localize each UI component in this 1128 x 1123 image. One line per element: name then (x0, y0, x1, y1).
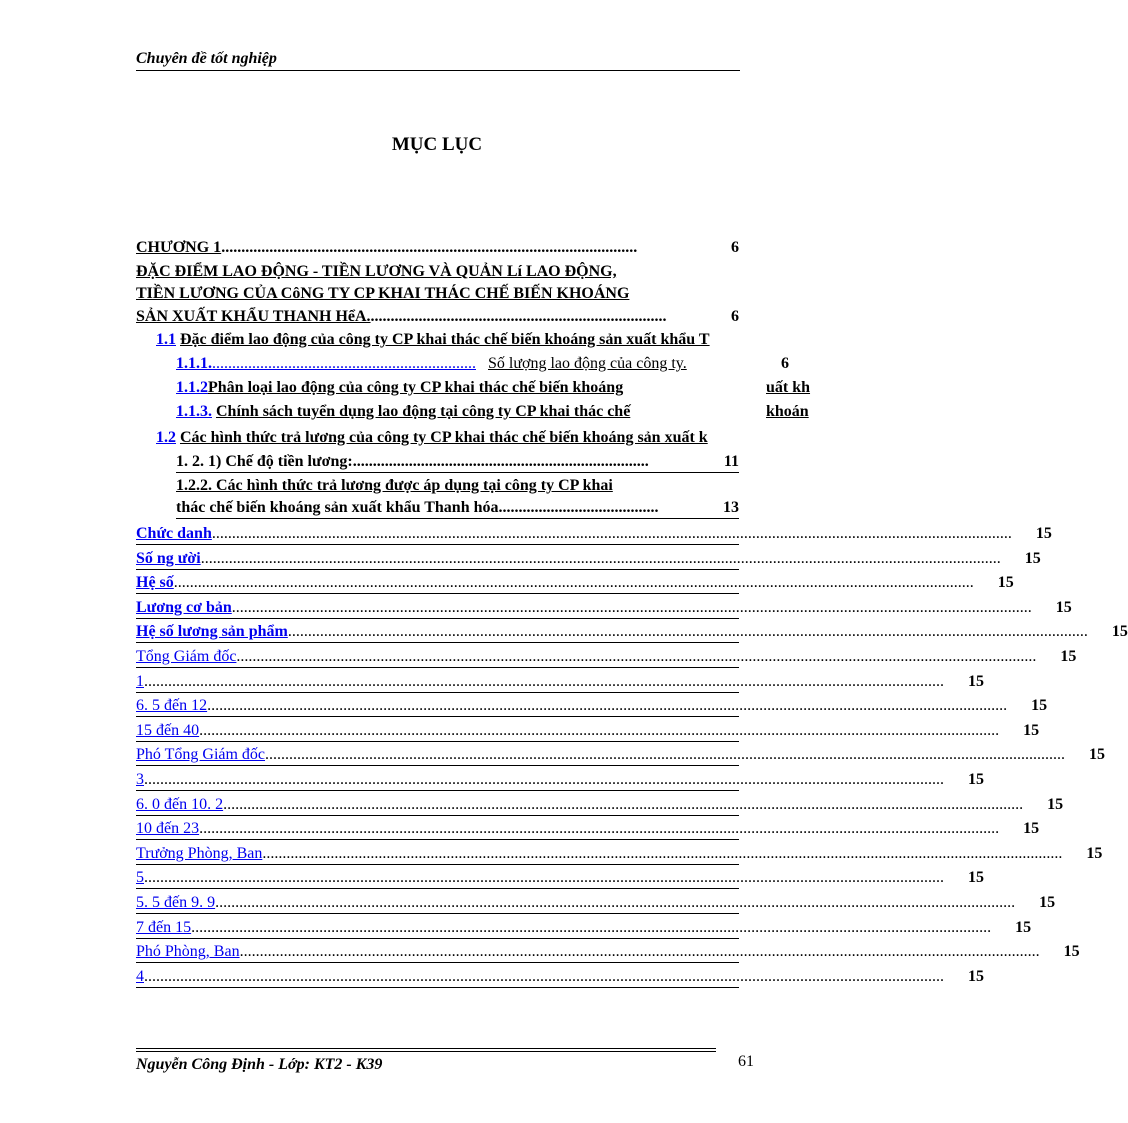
leader-dots: ........................................................................................................................................................................................................ (144, 967, 944, 985)
toc-entry-1-2-1[interactable]: 1. 2. 1) Chế độ tiền lương:.......................................................................... 11 (176, 452, 739, 473)
toc-entry-chapter1-title-line1[interactable]: ĐẶC ĐIỂM LAO ĐỘNG - TIỀN LƯƠNG VÀ QUẢN Lí LAO ĐỘNG, (136, 263, 617, 280)
row-page: 15 (1089, 746, 1106, 764)
row-label: Lương cơ bản (136, 598, 232, 616)
leader-dots: ........................................................................................................................................................................................................ (144, 672, 944, 690)
footer-rule (136, 1048, 716, 1049)
row-page: 15 (968, 869, 984, 887)
leader-dots: ........................................................................................................................................................................................................ (144, 771, 944, 788)
toc-entry-1-1-2[interactable] (176, 378, 623, 398)
row-page: 15 (1060, 648, 1077, 665)
row-page: 15 (997, 574, 1014, 592)
entry-text: Số lượng lao động của công ty. (488, 355, 687, 372)
row-page: 15 (1063, 943, 1080, 961)
row-label: 10 đến 23 (136, 820, 200, 838)
toc-row[interactable] (136, 620, 1128, 643)
toc-entry-1-1-3-tail: khoán (766, 403, 809, 420)
leader-dots: ........................................................................................................................................................................................................ (211, 525, 1012, 542)
row-label: 5 (136, 869, 144, 887)
row-label: 6. 5 đến 12 (136, 697, 208, 715)
leader-dots: ........................................................................................................................................................................................................ (191, 918, 992, 936)
row-page: 15 (1015, 918, 1032, 936)
row-page: 15 (1111, 623, 1128, 641)
entry-page: 6 (731, 239, 739, 256)
row-page: 15 (1023, 820, 1040, 838)
entry-text: Các hình thức trả lương của công ty CP khai thác chế biến khoáng sản xuất k (180, 429, 708, 446)
leader-dots: ........................................................................................................................................................................................................ (199, 721, 1000, 739)
row-page: 15 (1055, 598, 1072, 616)
row-label: Tổng Giám đốc (136, 648, 237, 665)
entry-number: 1.1.3. (176, 403, 212, 420)
leader-dots: ........................................................................................................................................................................................................ (215, 894, 1016, 911)
toc-row[interactable] (136, 743, 1106, 766)
row-page: 15 (1086, 844, 1103, 862)
entry-number: 1.2 (156, 429, 176, 446)
page-number: 61 (738, 1053, 754, 1070)
toc-row[interactable] (136, 891, 1056, 914)
toc-entry-1-1-3[interactable] (176, 402, 630, 422)
row-label: 7 đến 15 (136, 918, 192, 936)
toc-row[interactable] (136, 645, 1077, 668)
row-label: Trưởng Phòng, Ban (136, 844, 263, 862)
toc-entry-1-2-2-line1[interactable]: 1.2.2. Các hình thức trả lương được áp dụng tại công ty CP khai (176, 477, 613, 494)
leader-dots: ........................................................................................................................................................................................................ (173, 574, 974, 592)
entry-page: 13 (723, 499, 739, 516)
row-label: Hệ số lương sản phẩm (136, 623, 288, 641)
entry-page: 11 (723, 453, 739, 470)
entry-text: Chính sách tuyển dụng lao động tại công ty CP khai thác chế (216, 403, 631, 420)
toc-entry-1-2-2-line2[interactable]: thác chế biến khoáng sản xuất khẩu Thanh hóa........................................ 13 (176, 498, 739, 519)
toc-row[interactable] (136, 793, 1064, 816)
toc-row[interactable] (136, 842, 1103, 865)
toc-row[interactable] (136, 940, 1080, 963)
entry-page: 6 (731, 308, 739, 325)
row-page: 15 (968, 672, 984, 690)
row-label: Phó Phòng, Ban (136, 943, 240, 961)
entry-text: thác chế biến khoáng sản xuất khẩu Thanh hóa. (176, 499, 503, 516)
toc-entry-chapter1-title-line2[interactable]: TIỀN LƯƠNG CỦA CôNG TY CP KHAI THÁC CHẾ BIẾN KHOÁNG (136, 285, 630, 302)
toc-row[interactable] (136, 547, 1041, 570)
row-page: 15 (1031, 697, 1048, 715)
toc-row[interactable] (136, 965, 984, 988)
toc-row[interactable] (136, 670, 984, 693)
row-label: Phó Tổng Giám đốc (136, 746, 266, 764)
toc-entry-1-1-2-tail: uất kh (766, 379, 811, 396)
row-label: Chức danh (136, 525, 212, 542)
row-page: 15 (1039, 894, 1056, 911)
entry-text: 1. 2. 1) Chế độ tiền lương: (176, 453, 353, 470)
entry-number: 1.1 (156, 331, 176, 348)
row-label: 6. 0 đến 10. 2 (136, 795, 224, 813)
row-page: 15 (1024, 549, 1041, 567)
row-label: 15 đến 40 (136, 721, 200, 739)
leader-dots: ........................................................................................................................................................................................................ (231, 598, 1032, 616)
leader-dots: ........................................................................................................................................................................................................ (200, 549, 1001, 567)
toc-entry-chapter1[interactable]: CHƯƠNG 1........................................................................................................ 6 (136, 239, 739, 256)
entry-text: Đặc điểm lao động của công ty CP khai thác chế biến khoáng sản xuất khẩu T (180, 331, 710, 348)
entry-text: SẢN XUẤT KHẨU THANH HểA. (136, 308, 371, 325)
toc-row[interactable] (136, 866, 984, 889)
row-label: 4 (136, 967, 144, 985)
row-label: Số ng ười (136, 549, 201, 567)
leader-dots: ........................................................................................................................................................................................................ (239, 943, 1040, 961)
row-label: Hệ số (136, 574, 174, 592)
entry-text: CHƯƠNG 1 (136, 239, 222, 256)
leader-dots: ........................................................................................................................................................................................................ (287, 623, 1088, 641)
row-label: 1 (136, 672, 144, 690)
leader-dots: ........................................................................................................................................................................................................ (207, 697, 1008, 715)
row-page: 15 (968, 771, 984, 788)
row-page: 15 (1023, 721, 1040, 739)
row-label: 5. 5 đến 9. 9 (136, 894, 216, 911)
toc-row[interactable] (136, 719, 1040, 742)
toc-row[interactable] (136, 768, 984, 791)
toc-row[interactable] (136, 571, 1014, 594)
row-label: 3 (136, 771, 144, 788)
toc-entry-1-1[interactable] (156, 330, 710, 350)
toc-entry-1-2[interactable] (156, 428, 708, 448)
footer-rule (136, 1051, 716, 1052)
leader-dots: ........................................................................................................................................................................................................ (265, 746, 1066, 764)
row-page: 15 (1035, 525, 1052, 542)
toc-row[interactable] (136, 817, 1040, 840)
toc-row[interactable] (136, 916, 1032, 939)
toc-row[interactable] (136, 522, 1052, 545)
leader-dots: ........................................................................................................................................................................................................ (199, 820, 1000, 838)
toc-row[interactable] (136, 694, 1048, 717)
toc-row[interactable] (136, 596, 1072, 619)
toc-title: MỤC LỤC (391, 134, 483, 155)
footer-author: Nguyễn Công Định - Lớp: KT2 - K39 (136, 1056, 383, 1073)
toc-entry-1-1-1[interactable]: 1.1.1................................................................... Số lượng lao động của công ty. 6 (176, 355, 789, 372)
row-page: 15 (968, 967, 984, 985)
leader-dots: ........................................................................................................................................................................................................ (262, 844, 1063, 862)
toc-entry-chapter1-title-line3[interactable]: SẢN XUẤT KHẨU THANH HểA........................................................................... 6 (136, 308, 739, 325)
entry-number: 1.1.2 (176, 379, 208, 396)
running-header: Chuyên đề tốt nghiệp (136, 50, 740, 71)
leader-dots: ........................................................................................................................................................................................................ (236, 648, 1037, 665)
leader-dots: ........................................................................................................................................................................................................ (144, 869, 944, 887)
entry-page: 6 (781, 355, 789, 372)
entry-text: Phân loại lao động của công ty CP khai thác chế biến khoáng (208, 379, 624, 396)
leader-dots: ........................................................................................................................................................................................................ (223, 795, 1024, 813)
row-page: 15 (1047, 795, 1064, 813)
entry-number: 1.1.1. (176, 355, 212, 372)
